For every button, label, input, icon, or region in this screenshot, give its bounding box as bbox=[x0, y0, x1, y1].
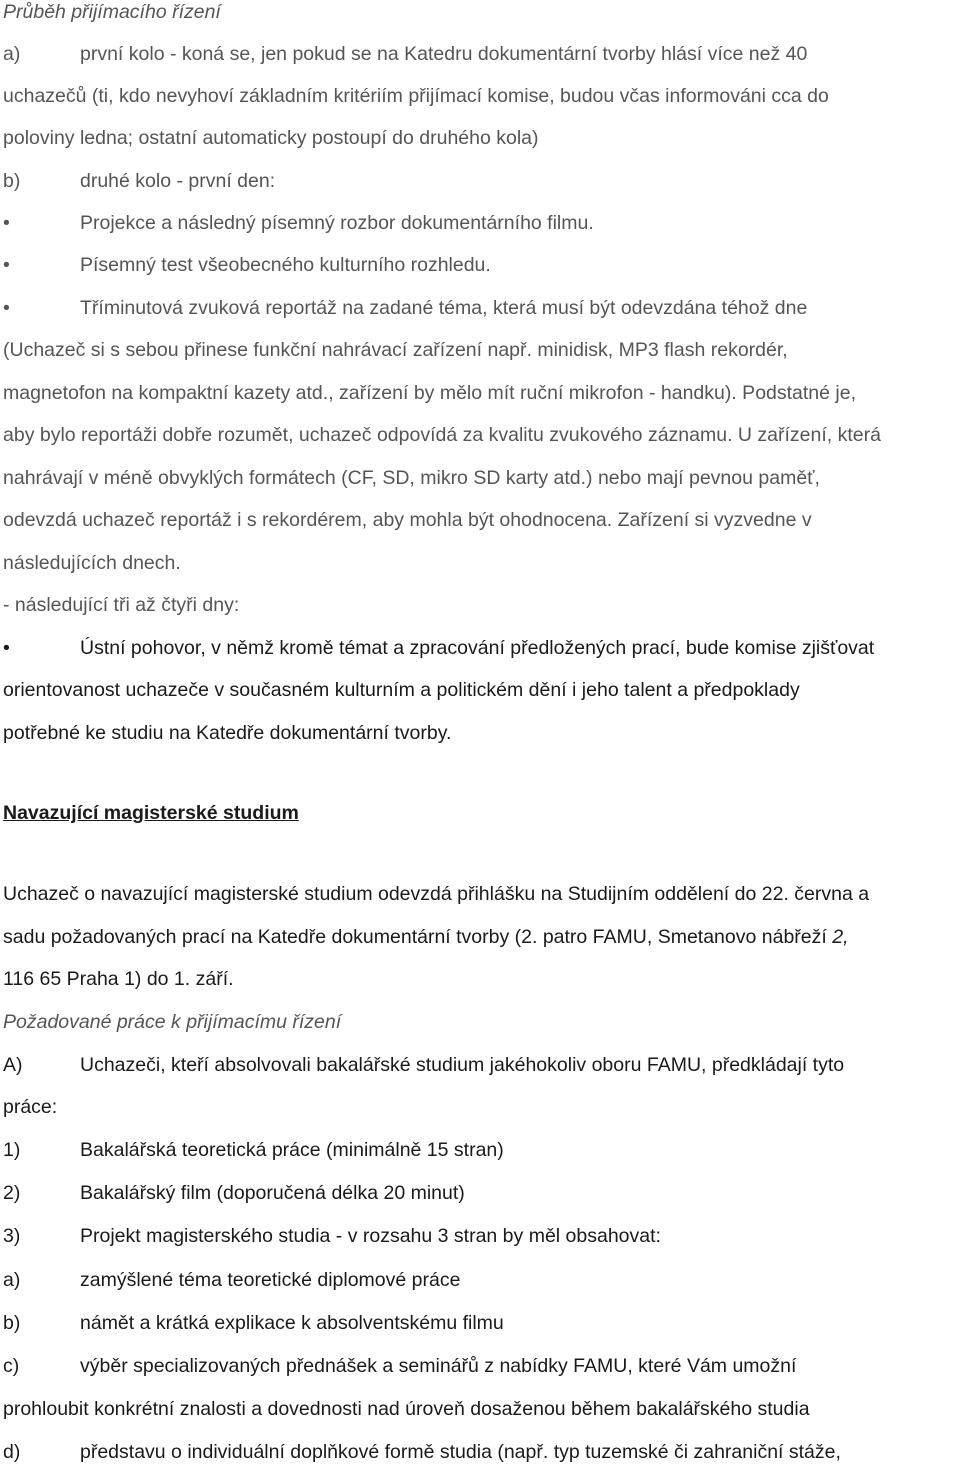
list-marker: c) bbox=[3, 1355, 20, 1377]
bullet-item-written-test bbox=[3, 253, 491, 277]
list-item-b bbox=[3, 169, 275, 193]
bullet-text: Projekce a následný písemný rozbor dokumentárního filmu. bbox=[80, 212, 594, 234]
list-text: druhé kolo - první den: bbox=[80, 170, 276, 192]
list-item-A bbox=[3, 1053, 844, 1077]
paragraph-line bbox=[3, 925, 848, 949]
list-item bbox=[3, 1138, 504, 1162]
list-text: Uchazeči, kteří absolvovali bakalářské studium jakéhokoliv oboru FAMU, předkládají tyto bbox=[80, 1054, 845, 1076]
list-text: námět a krátká explikace k absolventskému filmu bbox=[80, 1312, 504, 1334]
paragraph-line: potřebné ke studiu na Katedře dokumentární tvorby. bbox=[3, 722, 452, 744]
list-text: představu o individuální doplňkové formě studia (např. typ tuzemské či zahraniční stáže, bbox=[80, 1441, 841, 1463]
list-marker: d) bbox=[3, 1441, 21, 1463]
list-text: Bakalářská teoretická práce (minimálně 15 stran) bbox=[80, 1139, 504, 1161]
list-marker: a) bbox=[3, 1269, 21, 1291]
bullet-item-projection bbox=[3, 211, 594, 235]
list-item-d bbox=[3, 1440, 841, 1464]
list-marker: b) bbox=[3, 170, 21, 192]
list-item bbox=[3, 1354, 796, 1378]
list-text: výběr specializovaných přednášek a seminářů z nabídky FAMU, které Vám umožní bbox=[80, 1355, 797, 1377]
list-text: Bakalářský film (doporučená délka 20 minut) bbox=[80, 1182, 465, 1204]
paragraph-line: Uchazeč o navazující magisterské studium odevzdá přihlášku na Studijním oddělení do 22. června a bbox=[3, 883, 870, 905]
paragraph-text-italic: 2, bbox=[832, 926, 849, 948]
list-item-a-line1 bbox=[3, 42, 807, 66]
bullet-icon: • bbox=[3, 212, 10, 234]
paragraph-line: (Uchazeč si s sebou přinese funkční nahrávací zařízení např. minidisk, MP3 flash rekordér, bbox=[3, 339, 788, 361]
sub-heading-required-works: Požadované práce k přijímacímu řízení bbox=[3, 1011, 342, 1033]
list-item bbox=[3, 1311, 504, 1335]
section-heading-masters: Navazující magisterské studium bbox=[3, 802, 299, 824]
paragraph-text: sadu požadovaných prací na Katedře dokumentární tvorby (2. patro FAMU, Smetanovo nábřeží bbox=[3, 926, 833, 948]
list-item-a-line2: uchazečů (ti, kdo nevyhoví základním kritériím přijímací komise, budou včas informováni cca do bbox=[3, 85, 829, 107]
bullet-text: Písemný test všeobecného kulturního rozhledu. bbox=[80, 254, 491, 276]
paragraph-line: následujících dnech. bbox=[3, 552, 181, 574]
paragraph-line: orientovanost uchazeče v současném kulturním a politickém dění i jeho talent a předpoklady bbox=[3, 679, 800, 701]
bullet-item-audio-report bbox=[3, 296, 807, 320]
list-item-a-line3: poloviny ledna; ostatní automaticky postoupí do druhého kola) bbox=[3, 127, 539, 149]
list-item bbox=[3, 1224, 661, 1248]
bullet-icon: • bbox=[3, 297, 10, 319]
list-marker: b) bbox=[3, 1312, 21, 1334]
list-marker: A) bbox=[3, 1054, 23, 1076]
paragraph-line: nahrávají v méně obvyklých formátech (CF, SD, mikro SD karty atd.) nebo mají pevnou paměť, bbox=[3, 467, 820, 489]
bullet-text: Tříminutová zvuková reportáž na zadané téma, která musí být odevzdána téhož dne bbox=[80, 297, 808, 319]
list-item bbox=[3, 1268, 460, 1292]
paragraph-line: magnetofon na kompaktní kazety atd., zařízení by mělo mít ruční mikrofon - handku). Podstatné je, bbox=[3, 382, 857, 404]
next-days-label: - následující tři až čtyři dny: bbox=[3, 594, 240, 616]
list-text: zamýšlené téma teoretické diplomové práce bbox=[80, 1269, 461, 1291]
list-marker: a) bbox=[3, 43, 21, 65]
list-text: Projekt magisterského studia - v rozsahu 3 stran by měl obsahovat: bbox=[80, 1225, 661, 1247]
bullet-icon: • bbox=[3, 637, 10, 659]
section-heading-admission-process: Průběh přijímacího řízení bbox=[3, 1, 221, 23]
list-text: první kolo - koná se, jen pokud se na Katedru dokumentární tvorby hlásí více než 40 bbox=[80, 43, 808, 65]
list-marker: 3) bbox=[3, 1225, 21, 1247]
paragraph-line: aby bylo reportáži dobře rozumět, uchazeč odpovídá za kvalitu zvukového záznamu. U zařízení, která bbox=[3, 424, 881, 446]
bullet-text: Ústní pohovor, v němž kromě témat a zpracování předložených prací, bude komise zjišťovat bbox=[80, 637, 875, 659]
bullet-item-interview bbox=[3, 636, 874, 660]
paragraph-line: práce: bbox=[3, 1096, 58, 1118]
list-marker: 2) bbox=[3, 1182, 21, 1204]
paragraph-line: 116 65 Praha 1) do 1. září. bbox=[3, 968, 234, 990]
list-item bbox=[3, 1181, 465, 1205]
bullet-icon: • bbox=[3, 254, 10, 276]
list-marker: 1) bbox=[3, 1139, 21, 1161]
paragraph-line: prohloubit konkrétní znalosti a dovednosti nad úroveň dosaženou během bakalářského studia bbox=[3, 1398, 810, 1420]
paragraph-line: odevzdá uchazeč reportáž i s rekordérem, aby mohla být ohodnocena. Zařízení si vyzvedne v bbox=[3, 509, 812, 531]
